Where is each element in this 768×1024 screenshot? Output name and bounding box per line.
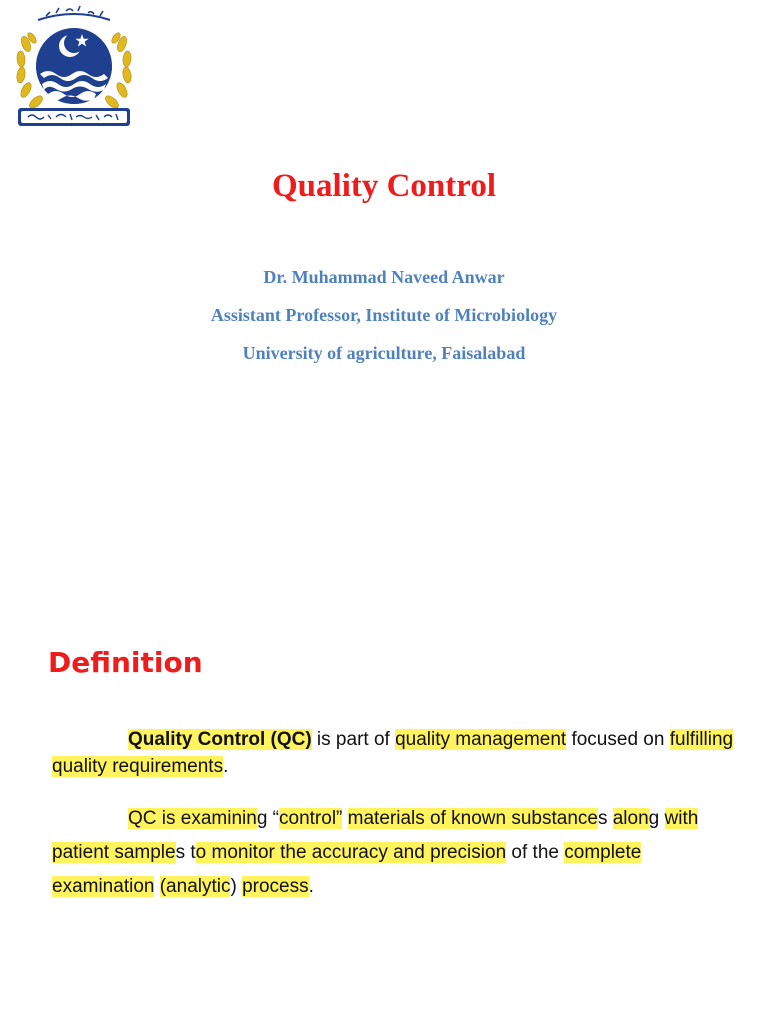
highlight-segment: complete examination <box>52 842 642 897</box>
highlight-segment: fulfilling quality requirements <box>52 729 734 777</box>
text-segment: . <box>223 756 229 777</box>
author-university: University of agriculture, Faisalabad <box>242 343 526 363</box>
text-segment: is part of <box>311 729 396 750</box>
text-segment: ) <box>230 876 243 897</box>
text-segment: of the <box>506 842 565 863</box>
text-segment: focused on <box>566 729 670 750</box>
highlight-segment: (analytic <box>159 876 231 897</box>
highlight-segment: quality management <box>395 729 567 750</box>
author-name: Dr. Muhammad Naveed Anwar <box>263 267 505 287</box>
text-segment: s <box>597 808 613 829</box>
highlight-segment: alon <box>612 808 649 829</box>
text-segment: g “ <box>256 808 280 829</box>
author-position: Assistant Professor, Institute of Microbiology <box>210 305 558 325</box>
highlight-segment: o monitor the accuracy and precision <box>195 842 507 863</box>
text-segment <box>342 808 347 829</box>
university-crest-icon <box>8 4 140 132</box>
text-segment <box>154 876 159 897</box>
definition-paragraph-1 <box>52 726 742 780</box>
highlight-segment: control” <box>279 808 343 829</box>
qc-term-highlight: Quality Control (QC) <box>128 729 312 750</box>
highlight-segment: QC is examinin <box>128 808 257 829</box>
highlight-segment: materials of known substance <box>347 808 598 829</box>
highlight-segment: process <box>242 876 309 897</box>
presentation-title: Quality Control <box>272 168 496 204</box>
text-segment: s t <box>175 842 196 863</box>
definition-paragraph-2 <box>52 802 742 904</box>
text-segment: . <box>308 876 314 897</box>
definition-slide <box>0 560 768 1024</box>
highlight-segment: with patient sample <box>52 808 699 863</box>
definition-heading: Definition <box>48 646 203 679</box>
text-segment: g <box>648 808 665 829</box>
